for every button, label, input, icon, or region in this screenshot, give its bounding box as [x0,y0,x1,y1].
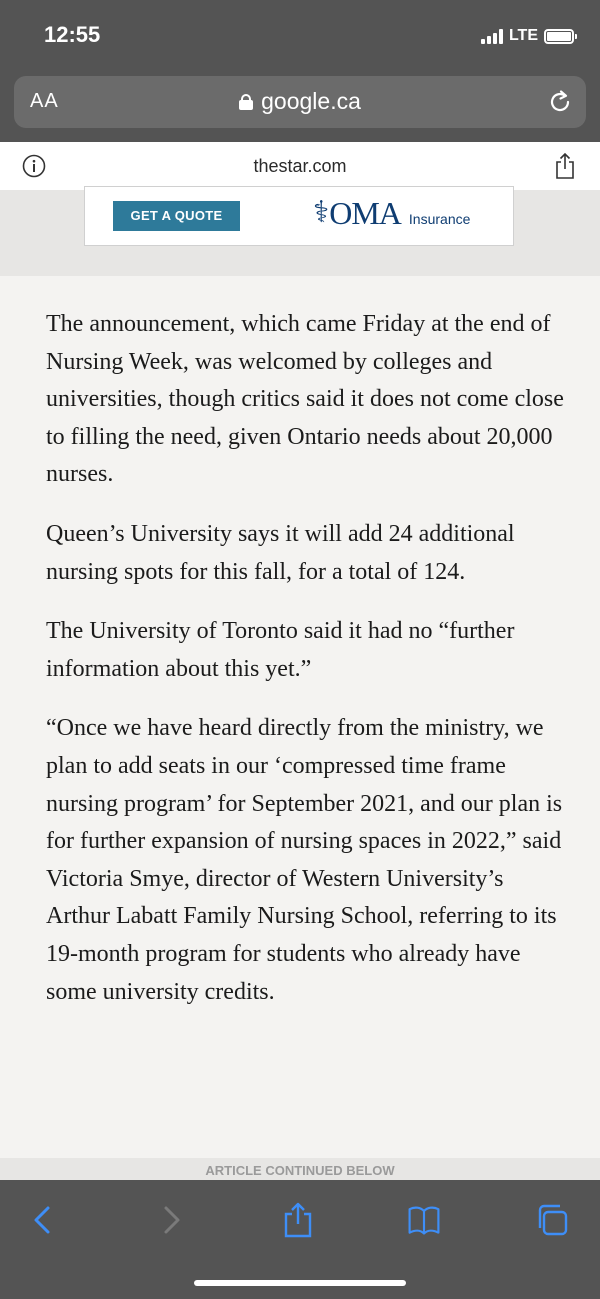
address-bar[interactable] [14,76,586,128]
article-body [46,306,566,1033]
brand-suffix: Insurance [408,211,471,227]
caduceus-icon: ⚕ [313,196,330,229]
url-display[interactable] [14,88,586,115]
battery-icon [544,29,574,44]
article-paragraph: The announcement, which came Friday at the end of Nursing Week, was welcomed by colleges and universities, though critics said it does not come close to filling the need, given Ontario needs about 20,000 nurses. [46,311,564,488]
tabs-icon[interactable] [534,1200,570,1240]
cellular-signal-icon [481,28,503,44]
status-time: 12:55 [44,22,101,47]
site-domain: thestar.com [253,156,347,176]
reload-icon[interactable] [546,88,574,116]
lock-icon [239,94,253,110]
get-a-quote-button[interactable]: GET A QUOTE [113,201,240,231]
url-text: google.ca [261,88,361,114]
back-icon[interactable] [24,1200,60,1240]
share-icon[interactable] [280,1200,316,1240]
brand-name: OMA [329,195,401,231]
ad-banner[interactable] [84,186,514,246]
article-paragraph: The University of Toronto said it had no “further information about this yet.” [46,618,515,682]
article-paragraph: Queen’s University says it will add 24 additional nursing spots for this fall, for a total of 124. [46,520,515,585]
article-paragraph: “Once we have heard directly from the ministry, we plan to add seats in our ‘compressed time frame nursing program’ for September 2021, and our plan is for further expansion of nursing spaces in 2022,” said Victoria Smye, director of Western University’s Arthur Labatt Family Nursing School, referring to its 19-month program for students who already have some university credits. [46,715,563,1005]
top-browser-chrome [0,0,600,142]
status-indicators [481,26,574,46]
article-continued-label: ARTICLE CONTINUED BELOW [0,1158,600,1180]
bottom-toolbar [0,1180,600,1299]
network-type: LTE [508,27,538,44]
oma-insurance-logo [313,195,470,235]
advertisement-area [0,190,600,276]
forward-icon[interactable] [154,1200,190,1240]
text-size-button[interactable]: AA [30,90,59,112]
site-info-bar [0,142,600,191]
bookmarks-icon[interactable] [406,1200,442,1240]
home-indicator[interactable] [194,1280,406,1286]
share-icon[interactable] [554,152,576,180]
